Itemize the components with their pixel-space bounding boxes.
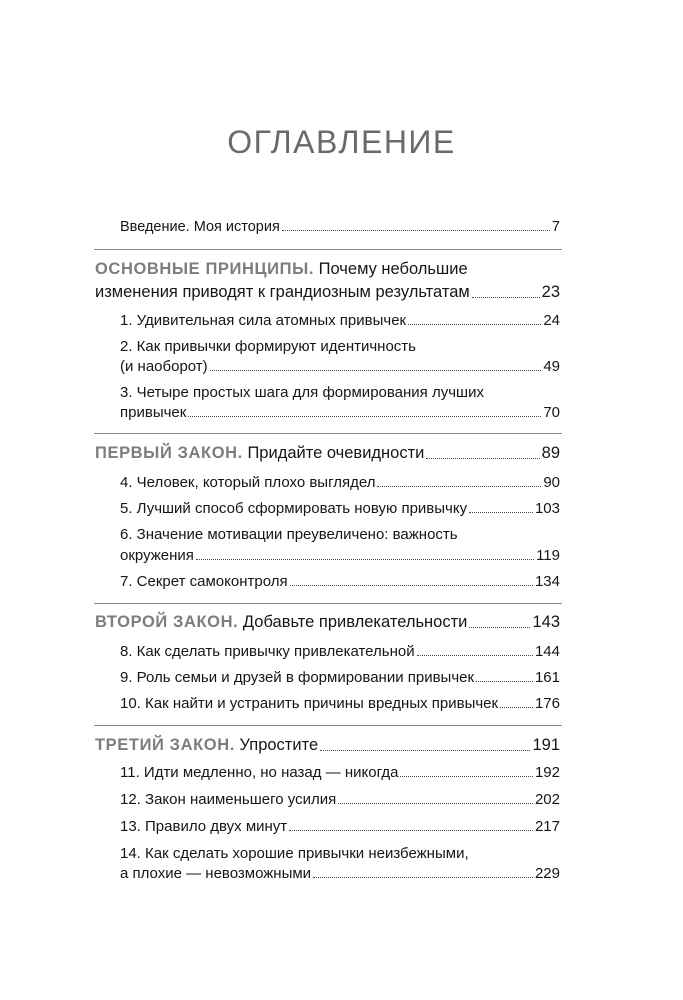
page-number: 192 <box>534 764 560 781</box>
dot-leader <box>289 830 533 831</box>
chapter-title[interactable]: 14. Как сделать хорошие привычки неизбежными, <box>120 845 469 862</box>
page-number: 229 <box>534 865 560 882</box>
page-number: 176 <box>534 695 560 712</box>
section-divider <box>94 603 562 604</box>
toc-entry-chapter[interactable] <box>120 865 560 882</box>
page-number: 49 <box>543 358 560 375</box>
page-number: 23 <box>541 283 560 301</box>
page-number: 119 <box>536 547 560 564</box>
page-number: 161 <box>534 669 560 686</box>
dot-leader <box>196 559 534 560</box>
chapter-title: 8. Как сделать привычку привлекательной <box>120 643 415 660</box>
toc-entry-intro[interactable] <box>120 219 560 235</box>
part-title: Почему небольшие <box>318 260 468 278</box>
dot-leader <box>282 230 550 231</box>
chapter-title[interactable]: 3. Четыре простых шага для формирования лучших <box>120 384 484 401</box>
dot-leader <box>377 486 541 487</box>
chapter-title-continued: а плохие — невозможными <box>120 865 312 882</box>
toc-entry-part[interactable] <box>95 444 560 463</box>
part-heading[interactable] <box>95 260 468 279</box>
toc-entry-chapter[interactable] <box>120 764 560 781</box>
dot-leader <box>210 370 542 371</box>
chapter-title: 13. Правило двух минут <box>120 818 288 835</box>
dot-leader <box>469 627 530 628</box>
page-number: 24 <box>543 312 560 329</box>
part-name: ТРЕТИЙ ЗАКОН. <box>95 736 235 754</box>
chapter-title: 10. Как найти и устранить причины вредных привычек <box>120 695 499 712</box>
chapter-title-continued: окружения <box>120 547 194 564</box>
toc-entry-chapter[interactable] <box>120 643 560 660</box>
page-number: 134 <box>534 573 560 590</box>
part-name: ПЕРВЫЙ ЗАКОН. <box>95 444 243 462</box>
page-number: 103 <box>534 500 560 517</box>
page-number: 217 <box>534 818 560 835</box>
toc-entry-chapter[interactable] <box>120 695 560 712</box>
chapter-title[interactable]: 6. Значение мотивации преувеличено: важность <box>120 526 458 543</box>
part-title-continued: изменения приводят к грандиозным результатам <box>95 283 470 301</box>
part-heading <box>95 736 318 755</box>
toc-entry-chapter[interactable] <box>120 312 560 329</box>
dot-leader <box>500 707 533 708</box>
toc-entry-chapter[interactable] <box>120 669 560 686</box>
page-number: 202 <box>534 791 560 808</box>
toc-entry-part[interactable] <box>95 736 560 755</box>
toc-entry-part[interactable] <box>95 283 560 302</box>
part-name: ОСНОВНЫЕ ПРИНЦИПЫ. <box>95 260 315 278</box>
dot-leader <box>338 803 533 804</box>
chapter-title: 12. Закон наименьшего усилия <box>120 791 337 808</box>
part-heading <box>95 613 467 632</box>
toc-entry-chapter[interactable] <box>120 474 560 491</box>
page-number: 7 <box>551 219 560 235</box>
part-title: Добавьте привлекательности <box>242 613 468 631</box>
toc-entry-chapter[interactable] <box>120 404 560 421</box>
dot-leader <box>320 750 530 751</box>
dot-leader <box>188 416 541 417</box>
toc-entry-chapter[interactable] <box>120 500 560 517</box>
toc-entry-part[interactable] <box>95 613 560 632</box>
chapter-title: 1. Удивительная сила атомных привычек <box>120 312 407 329</box>
section-divider <box>94 433 562 434</box>
chapter-title: 11. Идти медленно, но назад — никогда <box>120 764 399 781</box>
part-title: Придайте очевидности <box>247 444 425 462</box>
page-number: 89 <box>541 444 560 462</box>
page-title: ОГЛАВЛЕНИЕ <box>227 124 456 160</box>
toc-entry-chapter[interactable] <box>120 818 560 835</box>
chapter-title: 5. Лучший способ сформировать новую привычку <box>120 500 468 517</box>
section-divider <box>94 249 562 250</box>
chapter-title-continued: (и наоборот) <box>120 358 208 375</box>
chapter-title: 7. Секрет самоконтроля <box>120 573 288 590</box>
page-number: 143 <box>532 613 560 631</box>
dot-leader <box>426 458 539 459</box>
chapter-title: 4. Человек, который плохо выглядел <box>120 474 376 491</box>
page-number: 144 <box>534 643 560 660</box>
dot-leader <box>472 297 540 298</box>
page-number: 70 <box>543 404 560 421</box>
toc-entry-chapter[interactable] <box>120 358 560 375</box>
entry-title: Введение. Моя история <box>120 219 280 235</box>
dot-leader <box>417 655 533 656</box>
toc-entry-chapter[interactable] <box>120 791 560 808</box>
dot-leader <box>400 776 533 777</box>
toc-entry-chapter[interactable] <box>120 547 560 564</box>
dot-leader <box>290 585 533 586</box>
toc-entry-chapter[interactable] <box>120 573 560 590</box>
dot-leader <box>408 324 541 325</box>
dot-leader <box>469 512 533 513</box>
page-number: 191 <box>532 736 560 754</box>
part-title: Упростите <box>239 736 319 754</box>
page-number: 90 <box>543 474 560 491</box>
chapter-title: 9. Роль семьи и друзей в формировании привычек <box>120 669 475 686</box>
dot-leader <box>476 681 533 682</box>
chapter-title[interactable]: 2. Как привычки формируют идентичность <box>120 338 416 355</box>
chapter-title-continued: привычек <box>120 404 187 421</box>
dot-leader <box>313 877 533 878</box>
part-heading <box>95 444 424 463</box>
section-divider <box>94 725 562 726</box>
part-name: ВТОРОЙ ЗАКОН. <box>95 613 239 631</box>
